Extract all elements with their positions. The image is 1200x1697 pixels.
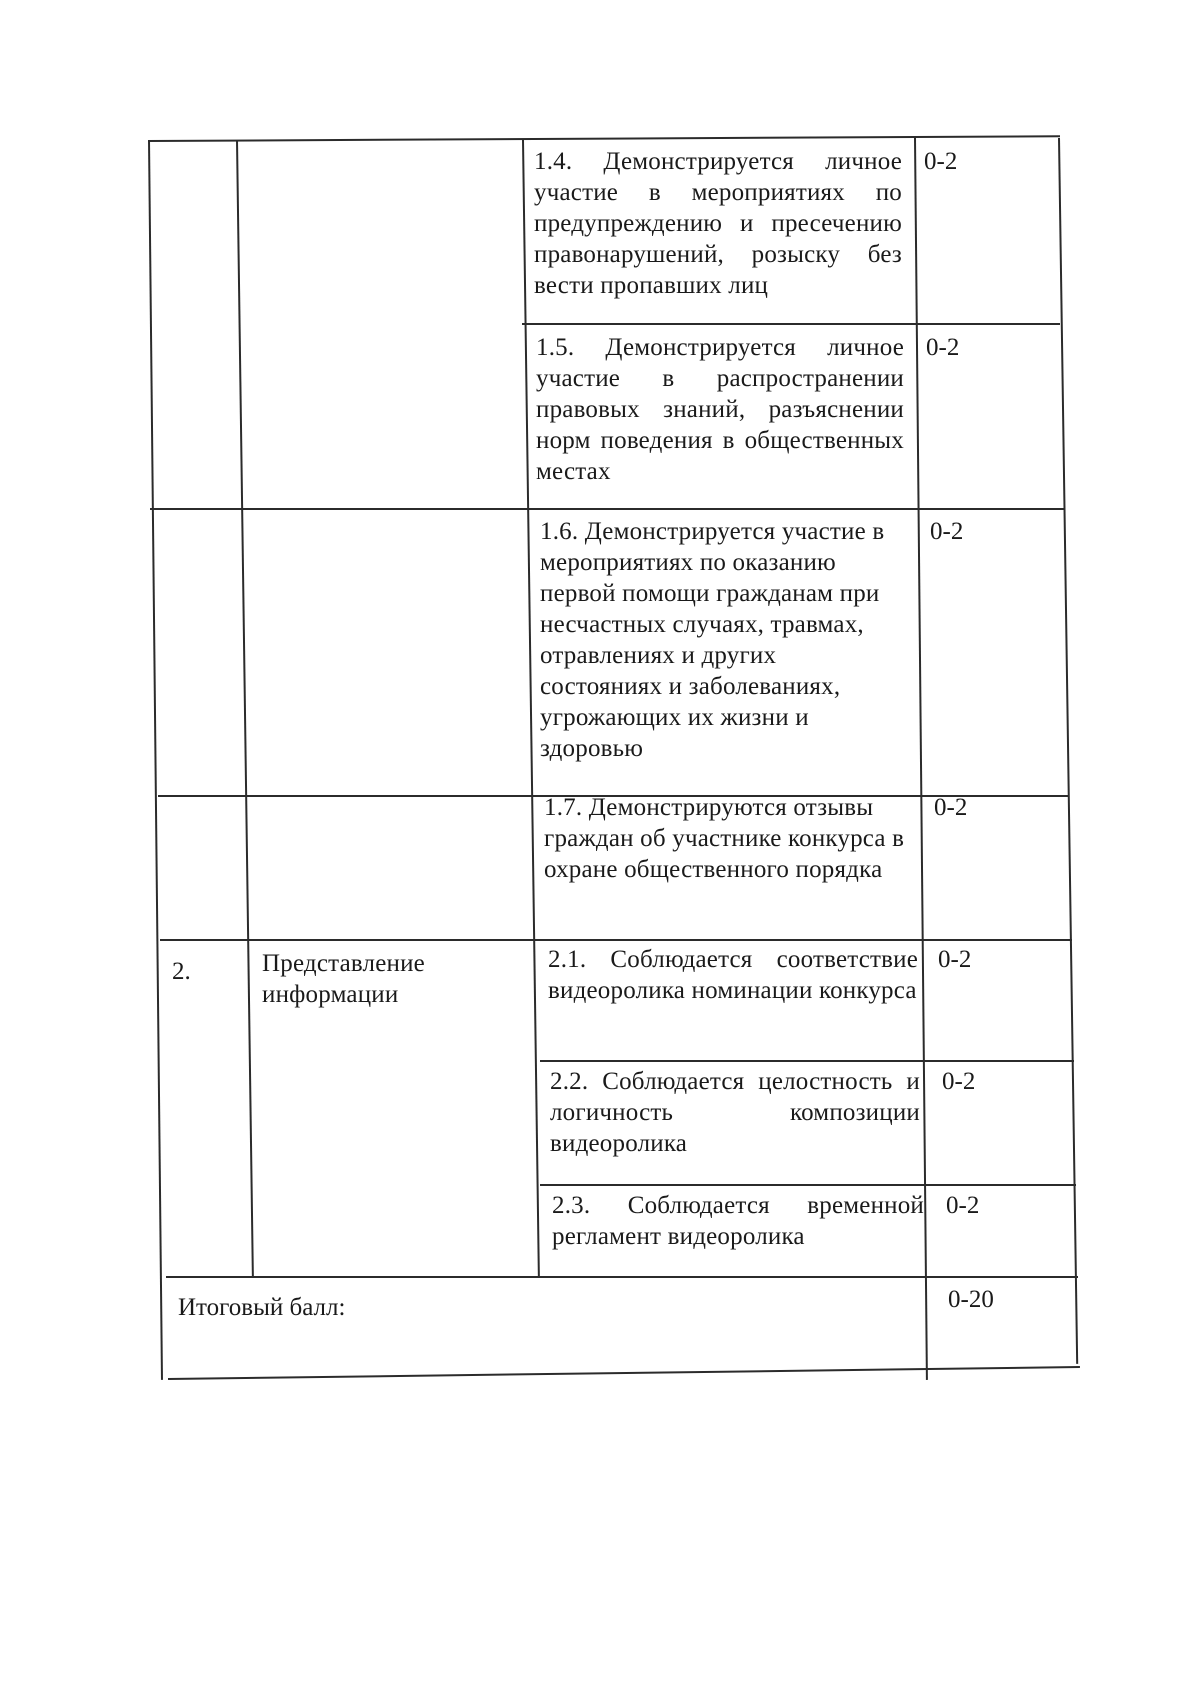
criterion-1-6-score: 0-2 — [930, 518, 964, 545]
criterion-1-5-score: 0-2 — [926, 334, 960, 361]
table-border-bottom — [168, 1366, 1080, 1380]
criterion-1-4-score: 0-2 — [924, 148, 958, 175]
criterion-2-3-text: 2.3. Соблюдается временной регламент видеоролика — [552, 1192, 924, 1250]
total-label: Итоговый балл: — [178, 1294, 346, 1321]
table-border-left — [148, 140, 163, 1380]
row-divider — [150, 508, 1064, 510]
section-number: 2. — [172, 958, 191, 985]
table-border-top — [148, 135, 1060, 142]
criterion-1-7-text: 1.7. Демонстрируются отзывы граждан об участнике конкурса в охране общественного порядка — [544, 794, 905, 883]
row-divider — [540, 1060, 1074, 1062]
criterion-2-3-score: 0-2 — [946, 1192, 980, 1219]
column-divider — [236, 140, 254, 1278]
row-divider — [160, 939, 1072, 941]
column-divider — [522, 140, 540, 1278]
criterion-2-2-text: 2.2. Соблюдается целостность и логичность композиции видеоролика — [550, 1068, 920, 1157]
criterion-2-1-score: 0-2 — [938, 946, 972, 973]
criterion-2-1-text: 2.1. Соблюдается соответствие видеоролика номинации конкурса — [548, 946, 918, 1004]
criterion-1-4-text: 1.4. Демонстрируется личное участие в мероприятиях по предупреждению и пресечению правонарушений, розыску без вести пропавших лиц — [534, 148, 902, 299]
criterion-1-7-score: 0-2 — [934, 794, 968, 821]
criterion-1-6-text: 1.6. Демонстрируется участие в мероприятиях по оказанию первой помощи гражданам при несчастных случаях, травмах, отравлениях и других состояниях и заболеваниях, угрожающих их жизни и здоровью — [540, 518, 885, 762]
total-score: 0-20 — [948, 1286, 994, 1313]
row-divider — [166, 1276, 1078, 1278]
section-title: Представление информации — [262, 950, 425, 1008]
criterion-2-2-score: 0-2 — [942, 1068, 976, 1095]
table-border-right — [1058, 138, 1078, 1364]
row-divider — [522, 323, 1060, 325]
criterion-1-5-text: 1.5. Демонстрируется личное участие в распространении правовых знаний, разъяснении норм поведения в общественных местах — [536, 334, 904, 485]
row-divider — [540, 1184, 1076, 1186]
